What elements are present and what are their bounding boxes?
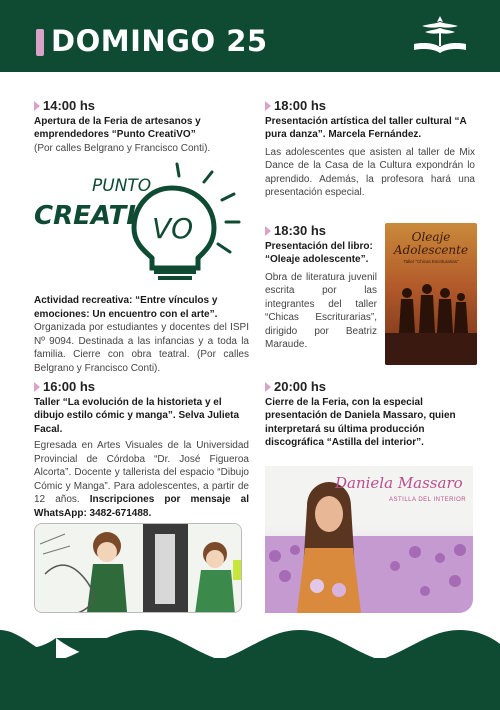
logo-creati: CREATI (34, 201, 136, 231)
event-headline: Apertura de la Feria de artesanos y emprendedores “Punto CreatiVO” (34, 115, 201, 140)
book-title: Oleaje Adolescente (393, 230, 469, 257)
event-18-30 (265, 224, 377, 352)
page-header (0, 0, 500, 72)
event-headline: Cierre de la Feria, con la especial presentación de Daniela Massaro, quien interpretará su última producción discográfica “Astilla del interior”. (265, 396, 456, 448)
arrow-icon (34, 382, 40, 392)
comic-illustration (34, 523, 242, 613)
event-20-00 (265, 380, 475, 450)
event-headline: Taller “La evolución de la historieta y el dibujo estilo cómic y manga”. Selva Julieta Facal. (34, 396, 240, 435)
event-description: Obra de literatura juvenil escrita por las integrantes del taller “Chicas Escriturarias”, dirigido por Beatriz Maraude. (265, 271, 377, 350)
arrow-icon (34, 101, 40, 111)
event-time: 16:00 hs (43, 379, 96, 394)
arrow-icon (265, 101, 271, 111)
event-headline: Presentación artística del taller cultural “A pura danza”. Marcela Fernández. (265, 115, 467, 140)
event-14-00 (34, 99, 249, 155)
event-description: Organizada por estudiantes y docentes del ISPI Nº 9094. Destinada a las infancias y a toda la familia. Cierre con obra teatral. (Por calles Belgrano y Francisco Conti). (34, 322, 249, 374)
comic-drawing (35, 524, 242, 613)
event-activity (34, 294, 249, 375)
album-title: ASTILLA DEL INTERIOR (389, 497, 467, 503)
punto-creativo-logo (34, 158, 244, 283)
logo-punto: PUNTO (92, 176, 152, 196)
event-headline: Presentación del libro: “Oleaje adolescente”. (265, 240, 373, 265)
event-time: 20:00 hs (274, 379, 327, 394)
book-cover (385, 223, 477, 365)
event-18-00 (265, 99, 475, 200)
footer-wave-decoration (0, 630, 500, 710)
book-subtitle: Taller “Chicas Escriturarias” (403, 259, 459, 264)
page-title: DOMINGO 25 (51, 24, 268, 58)
book-silhouettes (385, 223, 477, 365)
event-description: Egresada en Artes Visuales de la Universidad Provincial de Córdoba “Dr. José Figueroa Alcorta”. Docente y tallerista del espacio “Dibujo Cómic y Manga”. Para adolescentes, a partir de 12 años. (34, 440, 249, 505)
event-description: (Por calles Belgrano y Francisco Conti). (34, 142, 211, 154)
event-time: 18:30 hs (274, 223, 327, 238)
event-16-00 (34, 380, 249, 520)
logo-vo: VO (152, 212, 194, 245)
arrow-icon (265, 226, 271, 236)
event-description: Las adolescentes que asisten al taller de Mix Dance de la Casa de la Cultura expondrán lo aprendido. Además, la profesora hará una presentación especial. (265, 146, 475, 198)
title-accent-bar (36, 29, 44, 56)
arrow-icon (265, 382, 271, 392)
book-tree-logo-icon (410, 12, 470, 62)
event-registration: Inscripciones por mensaje al WhatsApp: 3482-671488. (34, 494, 249, 519)
event-headline: Actividad recreativa: “Entre vínculos y emociones: Un encuentro con el arte”. (34, 295, 218, 320)
event-time: 14:00 hs (43, 98, 96, 113)
artist-photo (265, 466, 473, 613)
event-time: 18:00 hs (274, 98, 327, 113)
artist-name: Daniela Massaro (335, 474, 463, 492)
